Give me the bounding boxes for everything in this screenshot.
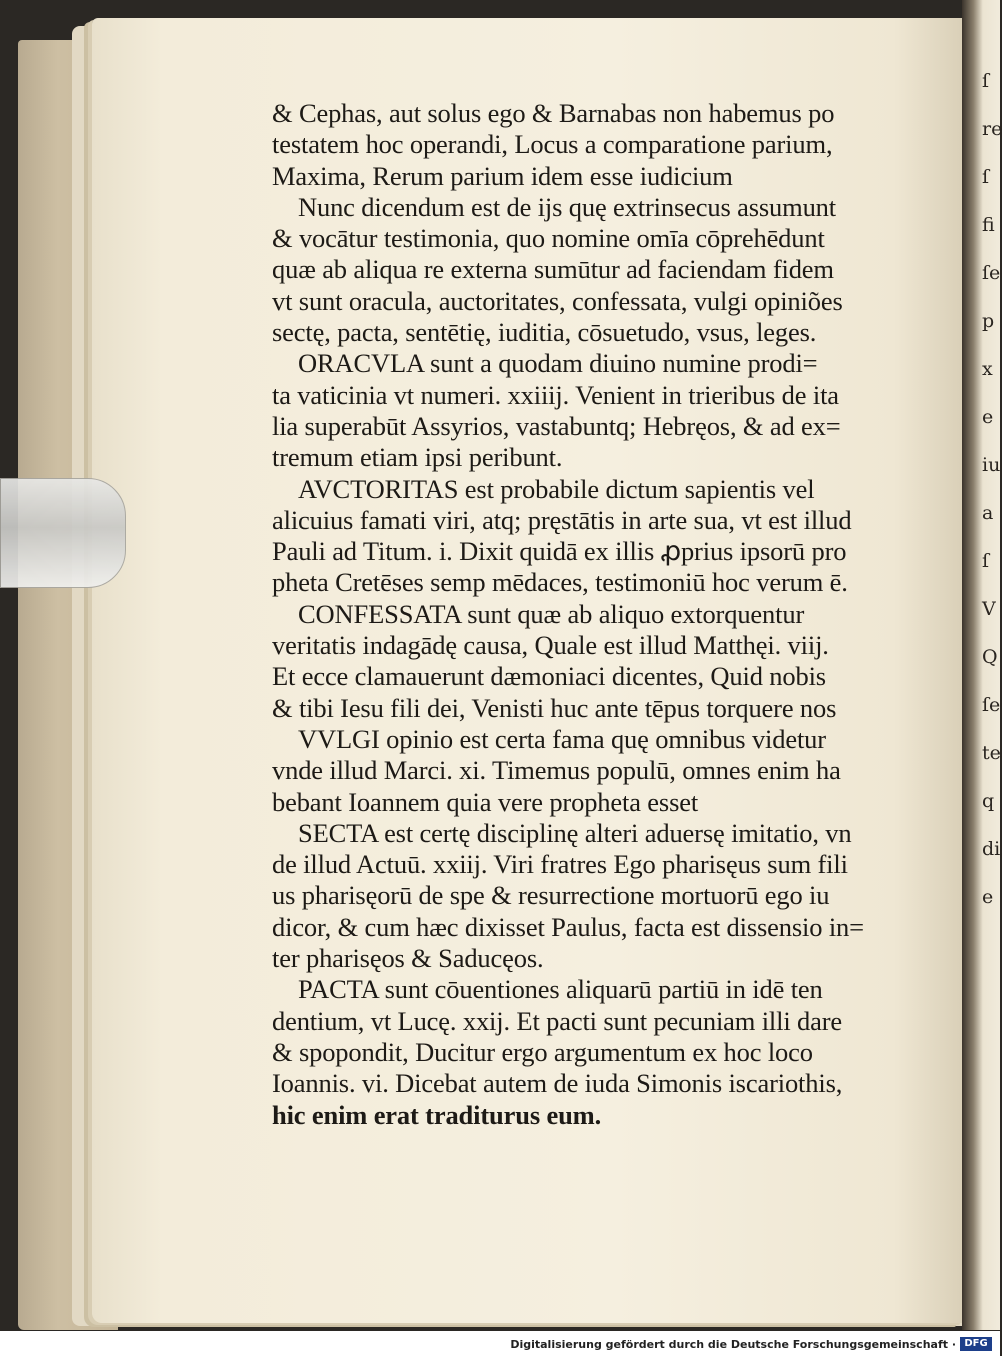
text-line: ter pharisęos & Saducęos. (272, 943, 544, 974)
text-line: dicor, & cum hæc dixisset Paulus, facta est dissensio in= (272, 911, 864, 942)
text-line: Pauli ad Titum. i. Dixit quidā ex illis ꝓprius ipsorū pro (272, 536, 847, 567)
text-line: Maxima, Rerum parium idem esse iudicium (272, 160, 733, 191)
facing-page-fragment: ſ (982, 70, 990, 92)
text-line: PACTA sunt cōuentiones aliquarū partiū in idē ten (298, 974, 823, 1005)
facing-page-fragment: ſe (982, 262, 1001, 284)
text-line: lia superabūt Assyrios, vastabuntq; Hebręos, & ad ex= (272, 410, 841, 441)
page-text (272, 98, 912, 1131)
facing-page-fragment: fi (982, 214, 995, 236)
facing-page-fragment: ſ (982, 550, 990, 572)
text-line: testatem hoc operandi, Locus a comparatione parium, (272, 129, 833, 160)
facing-page-fragment: re (982, 118, 1002, 140)
facing-page-fragments (978, 70, 1000, 970)
text-line: & vocātur testimonia, quo nomine omīa cōprehēdunt (272, 223, 825, 254)
text-line: vt sunt oracula, auctoritates, confessata, vulgi opiniões (272, 285, 843, 316)
text-line: AVCTORITAS est probabile dictum sapientis vel (298, 473, 815, 504)
text-line: Nunc dicendum est de ijs quę extrinsecus assumunt (298, 191, 836, 222)
text-line: hic enim erat traditurus eum. (272, 1099, 602, 1130)
text-line: Et ecce clamauerunt dæmoniaci dicentes, Quid nobis (272, 661, 826, 692)
facing-page-fragment: ſe (982, 694, 1001, 716)
text-line: alicuius famati viri, atq; pręstātis in arte sua, vt est illud (272, 504, 852, 535)
funding-credit: Digitalisierung gefördert durch die Deutsche Forschungsgemeinschaft · (510, 1338, 956, 1351)
facing-page-fragment: p (982, 310, 995, 332)
text-line: de illud Actuū. xxiij. Viri fratres Ego pharisęus sum fili (272, 849, 848, 880)
text-line: ORACVLA sunt a quodam diuino numine prodi= (298, 348, 818, 379)
text-line: & Cephas, aut solus ego & Barnabas non habemus po (272, 98, 835, 128)
dfg-logo: DFG (960, 1337, 992, 1351)
text-line: & spopondit, Ducitur ergo argumentum ex hoc loco (272, 1036, 813, 1067)
facing-page-fragment: ſ (982, 166, 990, 188)
text-line: VVLGI opinio est certa fama quę omnibus videtur (298, 723, 826, 754)
text-line: pheta Cretēses semp mēdaces, testimoniū hoc verum ē. (272, 567, 848, 598)
text-line: bebant Ioannem quia vere propheta esset (272, 786, 699, 817)
facing-page-fragment: Q (982, 646, 998, 668)
text-line: quæ ab aliqua re externa sumūtur ad faciendam fidem (272, 254, 834, 285)
text-line: SECTA est certę disciplinę alteri aduersę imitatio, vn (298, 817, 852, 848)
facing-page-fragment: e (982, 886, 994, 908)
text-line: vnde illud Marci. xi. Timemus populū, omnes enim ha (272, 755, 841, 786)
text-line: dentium, vt Lucę. xxij. Et pacti sunt pecuniam illi dare (272, 1005, 843, 1036)
text-line: sectę, pacta, sentētię, iuditia, cōsuetudo, vsus, leges. (272, 317, 817, 348)
text-line: CONFESSATA sunt quæ ab aliquo extorquentur (298, 598, 805, 629)
facing-page-fragment: q (982, 790, 995, 812)
text-line: Ioannis. vi. Dicebat autem de iuda Simonis iscariothis, (272, 1068, 843, 1099)
facing-page-fragment: di (982, 838, 1001, 860)
facing-page-fragment: e (982, 406, 994, 428)
page-clip (0, 478, 126, 588)
text-line: & tibi Iesu fili dei, Venisti huc ante tēpus torquere nos (272, 692, 837, 723)
text-line: ta vaticinia vt numeri. xxiiij. Venient in trieribus de ita (272, 379, 839, 410)
text-line: us pharisęorū de spe & resurrectione mortuorū ego iu (272, 880, 830, 911)
facing-page-fragment: te (982, 742, 1001, 764)
facing-page-fragment: x (982, 358, 993, 380)
facing-page-fragment: iu (982, 454, 1001, 476)
facing-page-fragment: a (982, 502, 994, 524)
facing-page-fragment: V (982, 598, 996, 620)
text-line: tremum etiam ipsi peribunt. (272, 442, 563, 473)
text-line: veritatis indagādę causa, Quale est illud Matthęi. viij. (272, 630, 829, 661)
